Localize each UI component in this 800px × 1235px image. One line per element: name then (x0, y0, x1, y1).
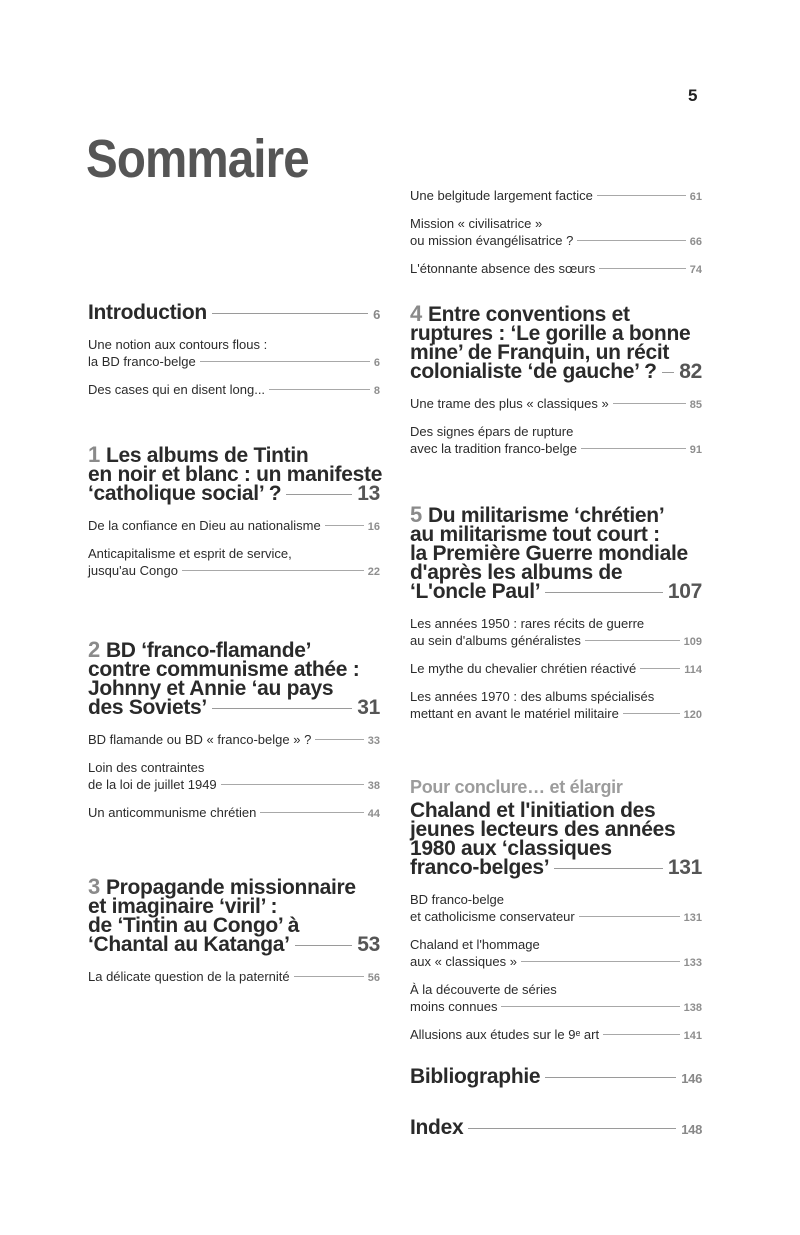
dot-leader (212, 313, 368, 314)
chapter-heading-text: Les albums de Tintin (105, 444, 309, 467)
chapter-heading-text: et imaginaire ‘viril’ : (88, 895, 278, 918)
chapter-heading-text: Johnny et Annie ‘au pays (88, 677, 334, 700)
page-ref: 16 (367, 521, 380, 533)
toc-entry-last-line (88, 804, 380, 823)
chapter-heading-line (410, 301, 702, 326)
dot-leader (579, 916, 680, 917)
toc-entry[interactable] (410, 981, 702, 1017)
toc-section (88, 442, 383, 581)
dot-leader (521, 961, 680, 962)
page-ref: 133 (683, 957, 702, 969)
chapter-heading-text: contre communisme athée : (88, 658, 360, 681)
toc-entry-text: ou mission évangélisatrice ? (410, 233, 574, 248)
conclusion-label: Pour conclure… et élargir (410, 777, 623, 797)
chapter-heading-last-line (410, 1117, 702, 1141)
chapter-number: 1 (88, 442, 100, 467)
dot-leader (662, 372, 675, 373)
dot-leader (603, 1034, 680, 1035)
toc-entry-last-line (410, 260, 702, 279)
dot-leader (545, 1077, 676, 1078)
page-ref: 131 (667, 856, 702, 879)
toc-entry[interactable] (410, 260, 702, 279)
toc-entry[interactable] (88, 968, 380, 987)
dot-leader (577, 240, 685, 241)
toc-entry-text: Une trame des plus « classiques » (410, 396, 609, 411)
chapter-number: 5 (410, 502, 422, 527)
toc-entry-line: Une notion aux contours flous : (88, 337, 268, 352)
toc-section (88, 637, 380, 823)
toc-entry-last-line (410, 440, 702, 459)
chapter-heading-text: Bibliographie (410, 1065, 541, 1088)
toc-entry-line: Chaland et l'hommage (410, 937, 540, 952)
chapter-heading-text: au militarisme tout court : (410, 523, 660, 546)
toc-entry[interactable] (410, 660, 702, 679)
chapter-heading[interactable] (88, 874, 380, 956)
chapter-heading-text: Introduction (88, 301, 207, 324)
chapter-heading-text: des Soviets’ (88, 696, 207, 719)
toc-entry-text: la BD franco-belge (88, 354, 196, 369)
chapter-heading-line (88, 442, 380, 467)
toc-entry-last-line (410, 908, 702, 927)
page-ref: 13 (357, 482, 380, 505)
page-ref: 61 (689, 191, 702, 203)
dot-leader (640, 668, 680, 669)
page-ref: 22 (367, 566, 380, 578)
toc-entry[interactable] (88, 336, 380, 372)
chapter-heading-text: d'après les albums de (410, 561, 623, 584)
page-ref: 33 (367, 735, 380, 747)
dot-leader (295, 945, 353, 946)
chapter-heading-last-line (88, 484, 380, 503)
toc-entry-line: Anticapitalisme et esprit de service, (88, 546, 292, 561)
toc-entry[interactable] (88, 731, 380, 750)
chapter-heading[interactable] (410, 1066, 702, 1090)
chapter-heading-last-line (88, 698, 380, 717)
toc-entry[interactable] (410, 1026, 702, 1045)
dot-leader (221, 784, 364, 785)
chapter-heading-last-line (410, 582, 702, 601)
toc-entry-last-line (410, 660, 702, 679)
toc-section (88, 874, 380, 987)
toc-entry-last-line (88, 353, 380, 372)
dot-leader (468, 1128, 676, 1129)
chapter-heading-line (88, 874, 380, 899)
toc-entry[interactable] (410, 423, 702, 459)
dot-leader (200, 361, 370, 362)
toc-entry-last-line (410, 632, 702, 651)
chapter-heading[interactable] (88, 637, 380, 719)
page-ref: 82 (679, 360, 702, 383)
toc-title: Sommaire (86, 129, 309, 189)
toc-section (410, 1117, 702, 1141)
dot-leader (581, 448, 686, 449)
page-ref: 31 (357, 696, 380, 719)
chapter-heading-last-line (410, 1066, 702, 1090)
toc-entry-text: et catholicisme conservateur (410, 909, 575, 924)
toc-entry-line: Des signes épars de rupture (410, 424, 574, 439)
toc-entry-last-line (410, 705, 702, 724)
chapter-heading-last-line (410, 858, 702, 877)
toc-entry[interactable] (88, 517, 380, 536)
toc-entry-text: Allusions aux études sur le 9ᵉ art (410, 1027, 600, 1042)
toc-entry-last-line (410, 187, 702, 206)
dot-leader (501, 1006, 679, 1007)
chapter-heading-text: franco-belges’ (410, 856, 550, 879)
dot-leader (599, 268, 685, 269)
chapter-heading-last-line (88, 935, 380, 954)
toc-entry-last-line (88, 562, 380, 581)
dot-leader (613, 403, 686, 404)
page-ref: 74 (689, 264, 702, 276)
toc-entry-text: La délicate question de la paternité (88, 969, 290, 984)
toc-entry-last-line (410, 232, 702, 251)
dot-leader (315, 739, 363, 740)
page-ref: 38 (367, 780, 380, 792)
chapter-heading-line (410, 502, 702, 527)
toc-section (410, 1066, 702, 1090)
page-ref: 53 (357, 933, 380, 956)
toc-entry-line: À la découverte de séries (410, 982, 557, 997)
chapter-heading-text: BD ‘franco-flamande’ (105, 639, 312, 662)
toc-entry-last-line (88, 968, 380, 987)
page-ref: 44 (367, 808, 380, 820)
dot-leader (554, 868, 663, 869)
toc-entry-text: jusqu'au Congo (88, 563, 178, 578)
toc-entry-text: au sein d'albums généralistes (410, 633, 581, 648)
dot-leader (269, 389, 370, 390)
page-ref: 141 (683, 1030, 702, 1042)
toc-section (410, 301, 702, 459)
page-ref: 138 (683, 1002, 702, 1014)
toc-entry-text: mettant en avant le matériel militaire (410, 706, 619, 721)
toc-entry-text: aux « classiques » (410, 954, 517, 969)
toc-entry-last-line (410, 998, 702, 1017)
chapter-heading-text: ruptures : ‘Le gorille a bonne (410, 322, 691, 345)
chapter-heading-text: Du militarisme ‘chrétien’ (427, 504, 665, 527)
chapter-heading-text: 1980 aux ‘classiques (410, 837, 612, 860)
toc-entry[interactable] (410, 891, 702, 927)
chapter-heading[interactable] (410, 301, 702, 383)
toc-entry-text: Des cases qui en disent long... (88, 382, 266, 397)
page-ref: 109 (683, 636, 702, 648)
chapter-heading-text: Index (410, 1116, 464, 1139)
page-ref: 146 (681, 1071, 702, 1086)
toc-entry[interactable] (410, 215, 702, 251)
dot-leader (294, 976, 364, 977)
page-ref: 107 (667, 580, 702, 603)
page-number: 5 (688, 86, 698, 105)
toc-entry-last-line (88, 517, 380, 536)
chapter-heading-text: en noir et blanc : un manifeste (88, 463, 383, 486)
toc-entry-text: BD flamande ou BD « franco-belge » ? (88, 732, 312, 747)
chapter-heading[interactable] (410, 801, 702, 877)
toc-entry-last-line (410, 953, 702, 972)
page-ref: 6 (373, 357, 380, 369)
chapter-heading[interactable] (88, 442, 383, 505)
chapter-heading-text: jeunes lecteurs des années (410, 818, 676, 841)
toc-entry-text: de la loi de juillet 1949 (88, 777, 217, 792)
toc-entry-text: L'étonnante absence des sœurs (410, 261, 596, 276)
page-ref: 6 (373, 307, 380, 322)
chapter-heading-text: ‘Chantal au Katanga’ (88, 933, 290, 956)
chapter-number: 2 (88, 637, 100, 662)
toc-section (88, 302, 380, 400)
chapter-heading-text: Chaland et l'initiation des (410, 799, 656, 822)
toc-entry-text: Une belgitude largement factice (410, 188, 593, 203)
toc-entry[interactable] (410, 688, 702, 724)
chapter-heading-line (88, 637, 380, 662)
chapter-heading-last-line (410, 362, 702, 381)
chapter-heading-text: mine’ de Franquin, un récit (410, 341, 670, 364)
toc-entry-text: De la confiance en Dieu au nationalisme (88, 518, 321, 533)
page-ref: 66 (689, 236, 702, 248)
dot-leader (260, 812, 363, 813)
toc-entry-last-line (88, 731, 380, 750)
chapter-heading-text: Propagande missionnaire (105, 876, 356, 899)
toc-entry-text: moins connues (410, 999, 498, 1014)
chapter-heading-last-line (88, 302, 380, 326)
dot-leader (623, 713, 680, 714)
toc-entry-text: avec la tradition franco-belge (410, 441, 577, 456)
toc-entry-line: BD franco-belge (410, 892, 504, 907)
dot-leader (597, 195, 686, 196)
chapter-heading-text: de ‘Tintin au Congo’ à (88, 914, 300, 937)
dot-leader (585, 640, 680, 641)
page-ref: 91 (689, 444, 702, 456)
dot-leader (325, 525, 364, 526)
chapter-heading[interactable] (410, 502, 702, 603)
toc-entry-last-line (410, 395, 702, 414)
dot-leader (212, 708, 352, 709)
toc-entry[interactable] (88, 804, 380, 823)
toc-entry-line: Loin des contraintes (88, 760, 205, 775)
page-ref: 114 (684, 664, 702, 676)
chapter-number: 3 (88, 874, 100, 899)
chapter-heading-text: colonialiste ‘de gauche’ ? (410, 360, 657, 383)
chapter-heading-text: Entre conventions et (427, 303, 630, 326)
dot-leader (545, 592, 663, 593)
toc-entry-text: Un anticommunisme chrétien (88, 805, 257, 820)
toc-section (410, 778, 702, 1045)
toc-entry[interactable] (410, 936, 702, 972)
toc-entry[interactable] (410, 615, 702, 651)
chapter-heading-text: la Première Guerre mondiale (410, 542, 688, 565)
page-ref: 131 (683, 912, 702, 924)
toc-entry[interactable] (88, 545, 380, 581)
toc-entry-last-line (410, 1026, 702, 1045)
page-ref: 56 (367, 972, 380, 984)
toc-entry-last-line (88, 381, 380, 400)
page-ref: 120 (683, 709, 702, 721)
page-ref: 148 (681, 1122, 702, 1137)
toc-entry-last-line (88, 776, 380, 795)
chapter-number: 4 (410, 301, 422, 326)
toc-entry-line: Mission « civilisatrice » (410, 216, 543, 231)
page-ref: 8 (373, 385, 380, 397)
toc-entry-line: Les années 1970 : des albums spécialisés (410, 689, 655, 704)
toc-entry-text: Le mythe du chevalier chrétien réactivé (410, 661, 637, 676)
toc-entry[interactable] (88, 381, 380, 400)
toc-entry[interactable] (410, 187, 702, 206)
toc-entry[interactable] (410, 395, 702, 414)
dot-leader (286, 494, 352, 495)
page-ref: 85 (689, 399, 702, 411)
chapter-heading[interactable] (88, 302, 380, 326)
toc-section (410, 187, 702, 279)
toc-entry-line: Les années 1950 : rares récits de guerre (410, 616, 645, 631)
chapter-heading[interactable] (410, 1117, 702, 1141)
toc-entry[interactable] (88, 759, 380, 795)
dot-leader (182, 570, 364, 571)
toc-section (410, 502, 702, 724)
chapter-heading-text: ‘L'oncle Paul’ (410, 580, 541, 603)
chapter-heading-text: ‘catholique social’ ? (88, 482, 282, 505)
